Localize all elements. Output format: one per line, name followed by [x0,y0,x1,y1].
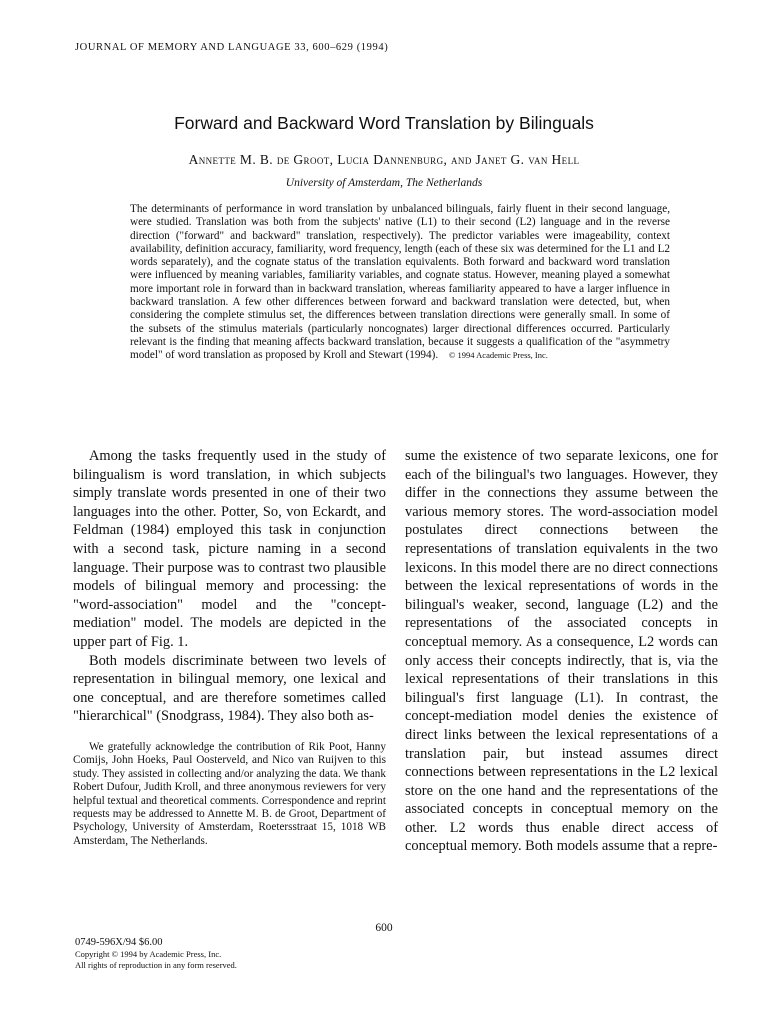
abstract [130,203,670,363]
body-paragraph-2: Both models discriminate between two levels of representation in bilingual memory, one lexical and one conceptual, and are therefore sometimes called "hierarchical" (Snodgrass, 1984). They also both as- [73,652,386,725]
body-column-right [405,447,718,856]
page-number: 600 [375,922,393,934]
abstract-text: The determinants of performance in word translation by unbalanced bilinguals, fairly fluent in their second language, were studied. Translation was both from the subjects' native (L1) to their second (L2) language and in the reverse direction ("forward" and backward" translation, respectively). The predictor variables were imageability, context availability, definition accuracy, familiarity, word frequency, length (each of these six was determined for the L1 and L2 words separately), and the cognate status of the translation equivalents. Both forward and backward word translation were influenced by meaning variables, familiarity variables, and cognate status. However, meaning played a somewhat more important role in forward than in backward translation, whereas familiarity appeared to have a larger influence in backward translation. A few other differences between forward and backward translation were detected, but, when considering the complete stimulus set, the differences between translation directions were generally small. In some of the subsets of the stimulus materials (particularly noncognates) larger directional differences occurred. Particularly relevant is the finding that meaning affects backward translation, because it suggests a qualification of the "asymmetry model" of word translation as proposed by Kroll and Stewart (1994). [130,203,670,362]
journal-header: JOURNAL OF MEMORY AND LANGUAGE 33, 600–629 (1994) [75,42,389,53]
copyright-line: Copyright © 1994 by Academic Press, Inc. [75,949,222,959]
article-title: Forward and Backward Word Translation by Bilinguals [174,113,594,133]
article-authors: Annette M. B. de Groot, Lucia Dannenburg, and Janet G. van Hell [188,152,580,167]
rights-line: All rights of reproduction in any form reserved. [75,959,237,970]
imprint [75,937,237,970]
abstract-copyright: © 1994 Academic Press, Inc. [448,350,548,361]
body-paragraph-1: Among the tasks frequently used in the study of bilingualism is word translation, in which subjects simply translate words presented in one of their two languages into the other. Potter, So, von Eckardt, and Feldman (1984) employed this task in conjunction with a second task, picture naming in a second language. Their purpose was to contrast two plausible models of bilingual memory and processing: the "word-association" model and the "concept-mediation" model. The models are depicted in the upper part of Fig. 1. [73,448,386,650]
body-column-left [73,447,386,848]
issn-price: 0749-596X/94 $6.00 [75,937,163,948]
acknowledgment-footnote: We gratefully acknowledge the contribution of Rik Poot, Hanny Comijs, John Hoeks, Paul Oosterveld, and Nico van Ruijven to this study. They assisted in collecting and/or analyzing the data. We thank Robert Dufour, Judith Kroll, and three anonymous reviewers for very helpful textual and theoretical comments. Correspondence and reprint requests may be addressed to Annette M. B. de Groot, Department of Psychology, University of Amsterdam, Roetersstraat 15, 1018 WB Amsterdam, The Netherlands. [73,740,386,847]
body-paragraph-3: sume the existence of two separate lexicons, one for each of the bilingual's two languages. However, they differ in the connections they assume between the various memory stores. The word-association model postulates direct connections between the representations of translation equivalents in the two lexicons. In this model there are no direct connections between the lexical representations of words in the bilingual's weaker, second, language (L2) and the representations of the associated concepts in conceptual memory. As a consequence, L2 words can only access their concepts indirectly, that is, via the lexical representations of their translations in this bilingual's first language (L1). In contrast, the concept-mediation model denies the existence of direct links between the lexical representations of a translation pair, but instead assumes direct connections between representations in the L2 lexical store on the one hand and the representations of the associated concepts in conceptual memory on the other. L2 words thus enable direct access of conceptual memory. Both models assume that a repre- [405,448,718,855]
author-affiliation: University of Amsterdam, The Netherlands [285,177,483,189]
